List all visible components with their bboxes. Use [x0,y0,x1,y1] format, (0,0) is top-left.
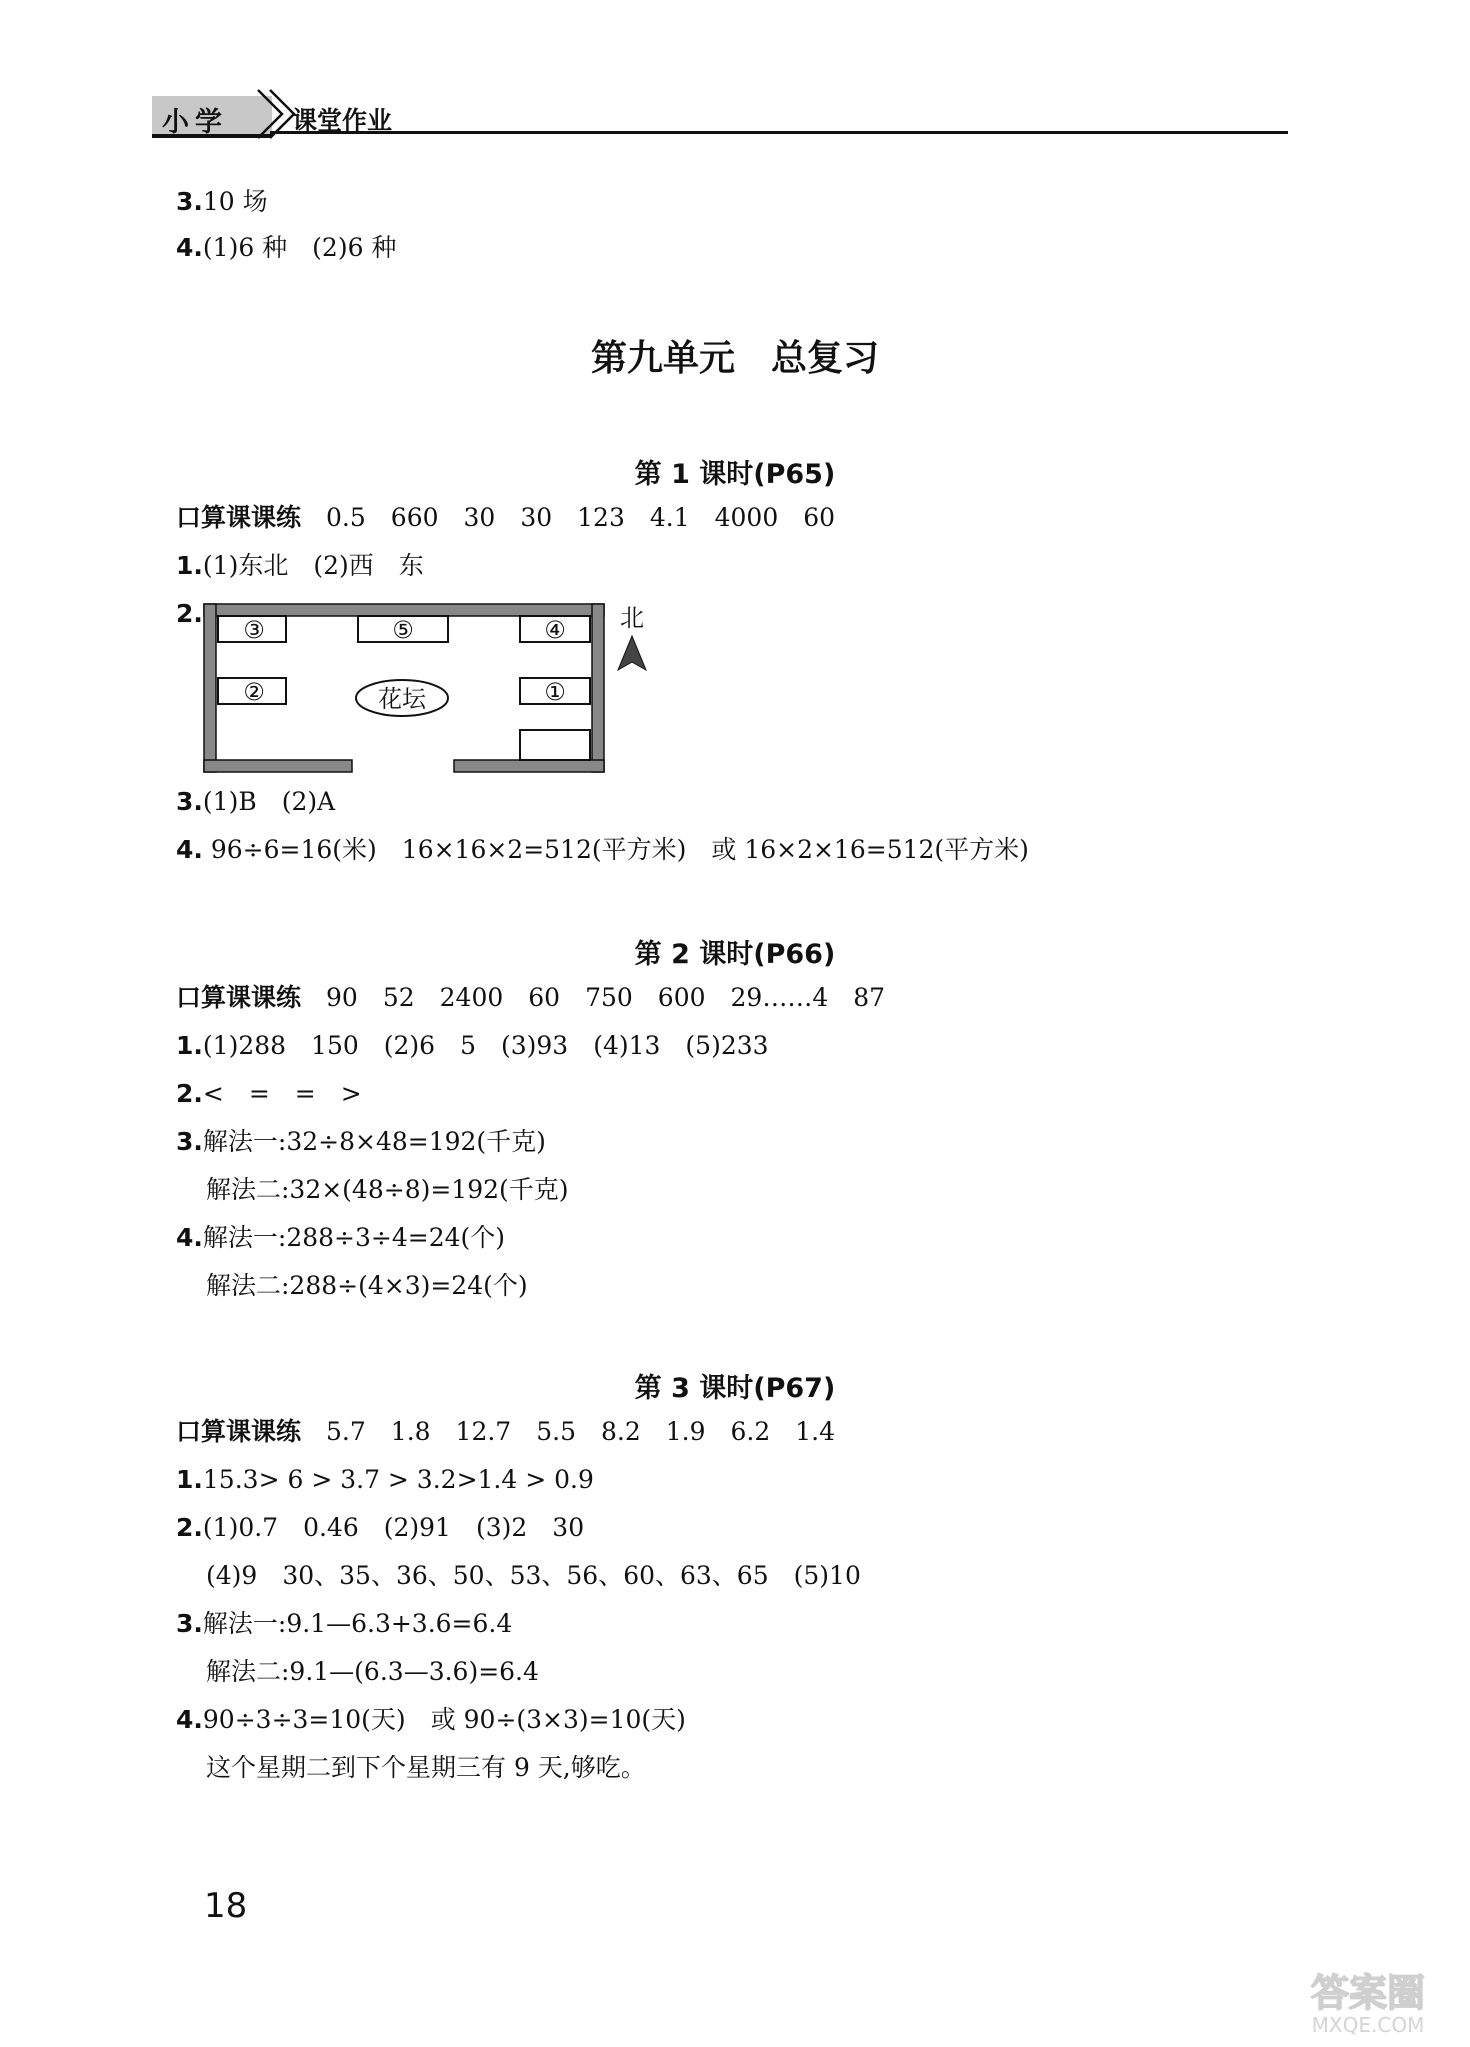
answer-line [176,186,268,218]
answer-line [176,834,1029,866]
answer-text: (4)9 30、35、36、50、53、56、60、63、65 (5)10 [206,1561,861,1590]
answer-text: (1)B (2)A [202,787,336,816]
header-level: 小学 [162,107,228,138]
answer-line [176,786,335,818]
watermark-main: 答案圈 [1310,1971,1426,2015]
header-rule [270,131,1288,134]
answer-text: 解法二:288÷(4×3)=24(个) [206,1271,528,1300]
answer-line [176,1464,594,1496]
answer-text: 解法一:32÷8×48=192(千克) [202,1127,546,1156]
item-number: 1. [176,1031,203,1060]
unit-title: 第九单元 总复习 [590,338,879,379]
item-number: 3. [176,787,203,816]
answer-text: 96÷6=16(米) 16×16×2=512(平方米) 或 16×2×16=512(平方米) [202,835,1029,864]
item-number: 2. [176,1513,203,1542]
site-watermark [1278,1966,1458,2038]
lesson-title: 第 3 课时(P67) [634,1373,836,1404]
answer-line [206,1270,528,1302]
item-number: 3. [176,1127,203,1156]
answer-text: 15.3> 6 > 3.7 > 3.2>1.4 > 0.9 [202,1465,594,1494]
drill-line [176,1416,835,1448]
item-number: 4. [176,233,203,262]
answer-line [206,1174,569,1206]
page-header [152,96,1288,136]
answer-text: (1)0.7 0.46 (2)91 (3)2 30 [202,1513,585,1542]
answer-text: (1)288 150 (2)6 5 (3)93 (4)13 (5)233 [202,1031,769,1060]
lesson-title: 第 2 课时(P66) [634,939,836,970]
flower-bed-label: 花坛 [378,685,426,713]
drill-values: 0.5 660 30 30 123 4.1 4000 60 [326,503,836,532]
answer-text: 解法二:32×(48÷8)=192(千克) [206,1175,569,1204]
item-number: 4. [176,1705,203,1734]
north-arrow-icon [618,636,646,670]
item-number: 2. [176,1079,203,1108]
item-number: 2. [176,599,203,628]
drill-label: 口算课课练 [176,983,302,1012]
item-number: 1. [176,551,203,580]
desk-label-5: ⑤ [392,616,414,644]
answer-line [176,1126,546,1158]
drill-values: 90 52 2400 60 750 600 29……4 87 [326,983,886,1012]
desk-label-2: ② [243,678,265,706]
answer-line [176,1222,505,1254]
header-book-title: 课堂作业 [292,106,393,135]
north-label: 北 [620,604,644,632]
drill-line [176,502,835,534]
answer-line [176,598,203,630]
item-number: 1. [176,1465,203,1494]
desk-label-4: ④ [544,616,566,644]
answer-line [176,550,424,582]
desk-label-1: ① [544,678,566,706]
item-number: 4. [176,835,203,864]
answer-line [176,1512,584,1544]
page-number: 18 [204,1886,248,1926]
answer-text: 解法一:288÷3÷4=24(个) [202,1223,506,1252]
answer-line [206,1752,646,1784]
answer-line [176,1704,686,1736]
answer-text: 解法一:9.1—6.3+3.6=6.4 [202,1609,513,1638]
answer-text: 解法二:9.1—(6.3—3.6)=6.4 [206,1657,539,1686]
answer-text: (1)6 种 (2)6 种 [202,233,397,262]
item-number: 4. [176,1223,203,1252]
answer-line [206,1560,861,1592]
drill-values: 5.7 1.8 12.7 5.5 8.2 1.9 6.2 1.4 [326,1417,836,1446]
drill-label: 口算课课练 [176,503,302,532]
desk-label-3: ③ [243,616,265,644]
answer-line [176,232,396,264]
answer-text: 10 场 [202,187,268,216]
item-number: 3. [176,187,203,216]
watermark-site: MXQE.COM [1311,2013,1425,2037]
answer-text: < = = > [202,1079,362,1108]
answer-text: 这个星期二到下个星期三有 9 天,够吃。 [206,1753,646,1782]
answer-line [176,1078,362,1110]
item-number: 3. [176,1609,203,1638]
lesson-title: 第 1 课时(P65) [634,459,836,490]
answer-text: (1)东北 (2)西 东 [202,551,424,580]
answer-line [206,1656,539,1688]
answer-line [176,1030,769,1062]
drill-label: 口算课课练 [176,1417,302,1446]
classroom-direction-diagram [202,598,672,774]
drill-line [176,982,885,1014]
answer-text: 90÷3÷3=10(天) 或 90÷(3×3)=10(天) [202,1705,686,1734]
answer-line [176,1608,512,1640]
